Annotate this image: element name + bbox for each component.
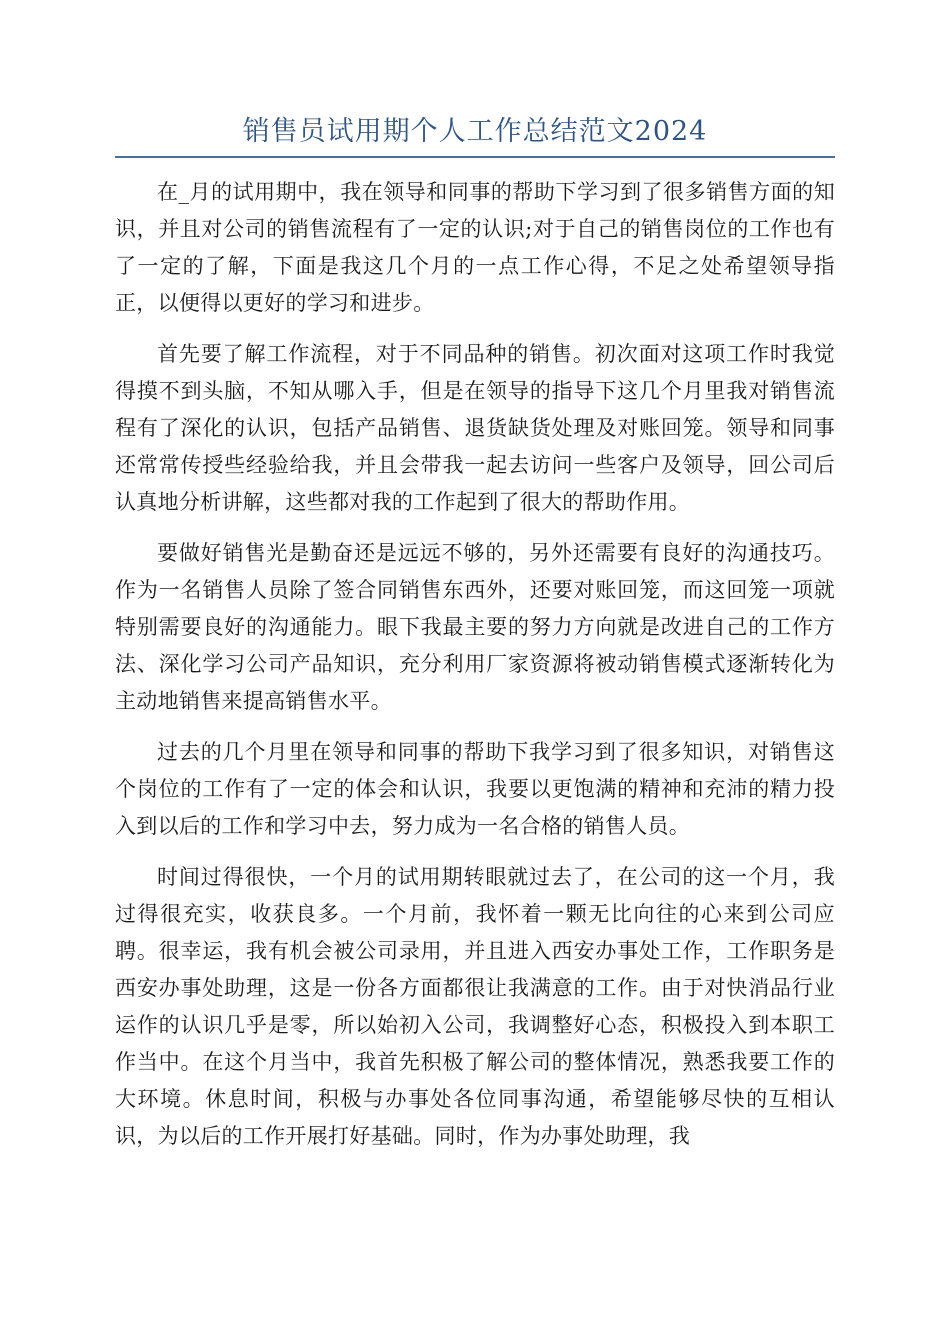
paragraph-2: 首先要了解工作流程，对于不同品种的销售。初次面对这项工作时我觉得摸不到头脑，不知从哪入手，但是在领导的指导下这几个月里我对销售流程有了深化的认识，包括产品销售、退货缺货处理及对账回笼。领导和同事还常常传授些经验给我，并且会带我一起去访问一些客户及领导，回公司后认真地分析讲解，这些都对我的工作起到了很大的帮助作用。 [115, 342, 835, 514]
paragraph-4: 过去的几个月里在领导和同事的帮助下我学习到了很多知识，对销售这个岗位的工作有了一定的体会和认识，我要以更饱满的精神和充沛的精力投入到以后的工作和学习中去，努力成为一名合格的销售人员。 [115, 740, 835, 838]
paragraph-5: 时间过得很快，一个月的试用期转眼就过去了，在公司的这一个月，我过得很充实，收获良多。一个月前，我怀着一颗无比向往的心来到公司应聘。很幸运，我有机会被公司录用，并且进入西安办事处工作，工作职务是西安办事处助理，这是一份各方面都很让我满意的工作。由于对快消品行业运作的认识几乎是零，所以始初入公司，我调整好心态，积极投入到本职工作当中。在这个月当中，我首先积极了解公司的整体情况，熟悉我要工作的大环境。休息时间，积极与办事处各位同事沟通，希望能够尽快的互相认识，为以后的工作开展打好基础。同时，作为办事处助理，我 [115, 865, 835, 1148]
title-block [115, 112, 835, 158]
paragraph-1: 在_月的试用期中，我在领导和同事的帮助下学习到了很多销售方面的知识，并且对公司的销售流程有了一定的认识;对于自己的销售岗位的工作也有了一定的了解，下面是我这几个月的一点工作心得，不足之处希望领导指正，以便得以更好的学习和进步。 [115, 180, 835, 315]
document-body [115, 174, 835, 1169]
document-title: 销售员试用期个人工作总结范文2024 [242, 116, 708, 147]
paragraph-3: 要做好销售光是勤奋还是远远不够的，另外还需要有良好的沟通技巧。作为一名销售人员除了签合同销售东西外，还要对账回笼，而这回笼一项就特别需要良好的沟通能力。眼下我最主要的努力方向就是改进自己的工作方法、深化学习公司产品知识，充分利用厂家资源将被动销售模式逐渐转化为主动地销售来提高销售水平。 [115, 541, 835, 713]
